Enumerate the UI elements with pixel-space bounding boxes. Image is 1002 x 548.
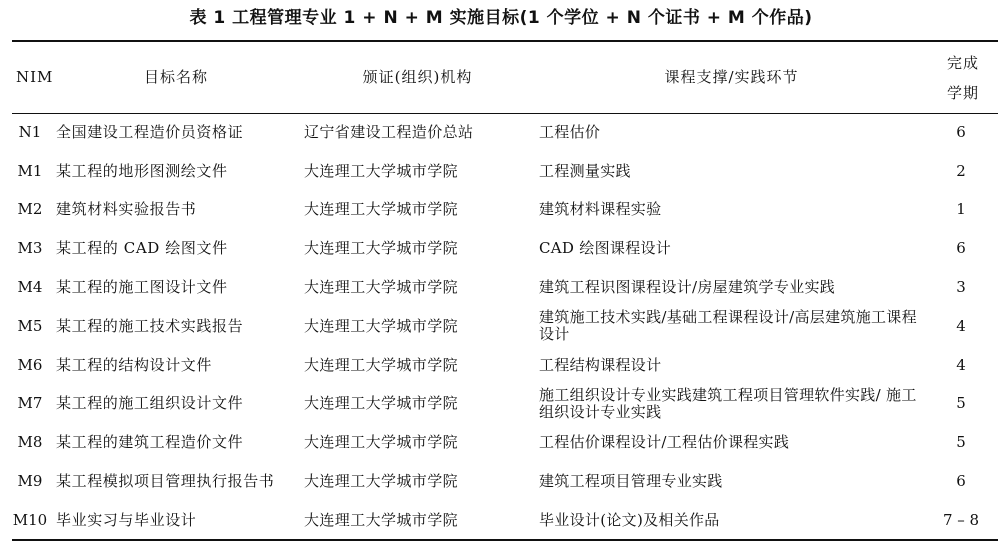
- cell-nim: M4: [17, 278, 43, 297]
- cell-nim: M10: [12, 510, 48, 529]
- cell-course-support: CAD 绘图课程设计: [539, 239, 672, 258]
- cell-issuing-org: 大连理工大学城市学院: [304, 510, 459, 529]
- cell-target-name: 某工程的施工技术实践报告: [56, 316, 244, 335]
- cell-nim: M7: [17, 394, 43, 413]
- cell-nim: M5: [17, 316, 43, 335]
- cell-course-support: 工程估价课程设计/工程估价课程实践: [539, 433, 790, 452]
- cell-target-name: 某工程的施工组织设计文件: [56, 394, 244, 413]
- header-row: [12, 42, 998, 113]
- cell-term: 6: [956, 122, 966, 141]
- cell-term: 5: [956, 394, 966, 413]
- cell-nim: M6: [17, 355, 43, 374]
- cell-issuing-org: 辽宁省建设工程造价总站: [304, 122, 474, 141]
- cell-course-support: 建筑施工技术实践/基础工程课程设计/高层建筑施工课程设计: [539, 308, 917, 344]
- cell-term: 4: [956, 355, 966, 374]
- cell-term: 3: [956, 278, 966, 297]
- cell-course-support: 工程结构课程设计: [539, 355, 662, 374]
- cell-target-name: 某工程的结构设计文件: [56, 355, 213, 374]
- cell-target-name: 某工程的建筑工程造价文件: [56, 433, 244, 452]
- cell-issuing-org: 大连理工大学城市学院: [304, 355, 459, 374]
- cell-issuing-org: 大连理工大学城市学院: [304, 239, 459, 258]
- cell-target-name: 建筑材料实验报告书: [56, 200, 197, 219]
- table-row: [12, 346, 998, 385]
- cell-issuing-org: 大连理工大学城市学院: [304, 394, 459, 413]
- table-row: [12, 152, 998, 191]
- table-row: [12, 423, 998, 462]
- header-term: [928, 42, 998, 113]
- cell-target-name: 毕业实习与毕业设计: [56, 510, 197, 529]
- cell-term: 6: [956, 472, 966, 491]
- cell-course-support: 建筑材料课程实验: [539, 200, 662, 219]
- cell-nim: M8: [17, 433, 43, 452]
- table-row: [12, 501, 998, 540]
- cell-course-support: 工程估价: [539, 122, 601, 141]
- cell-target-name: 某工程模拟项目管理执行报告书: [56, 472, 275, 491]
- cell-nim: M3: [17, 239, 43, 258]
- table-header: [12, 42, 998, 113]
- header-course: 课程支撑/实践环节: [664, 68, 799, 86]
- cell-term: 1: [956, 200, 966, 219]
- cell-target-name: 某工程的 CAD 绘图文件: [56, 239, 228, 258]
- cell-course-support: 建筑工程项目管理专业实践: [539, 472, 723, 491]
- cell-issuing-org: 大连理工大学城市学院: [304, 316, 459, 335]
- table-row: [12, 385, 998, 424]
- cell-issuing-org: 大连理工大学城市学院: [304, 161, 459, 180]
- cell-term: 4: [956, 316, 966, 335]
- header-name: 目标名称: [143, 68, 208, 86]
- cell-nim: M9: [17, 472, 43, 491]
- table-body: [12, 113, 998, 540]
- table-row: [12, 191, 998, 230]
- cell-term: 6: [956, 239, 966, 258]
- table-row: [12, 113, 998, 152]
- cell-term: 7 – 8: [942, 510, 980, 529]
- table-row: [12, 307, 998, 346]
- cell-course-support: 毕业设计(论文)及相关作品: [539, 510, 720, 529]
- cell-issuing-org: 大连理工大学城市学院: [304, 200, 459, 219]
- header-org: 颁证(组织)机构: [362, 68, 473, 86]
- cell-course-support: 工程测量实践: [539, 161, 631, 180]
- cell-issuing-org: 大连理工大学城市学院: [304, 433, 459, 452]
- cell-course-support: 施工组织设计专业实践建筑工程项目管理软件实践/ 施工组织设计专业实践: [539, 385, 917, 421]
- cell-course-support: 建筑工程识图课程设计/房屋建筑学专业实践: [539, 278, 836, 297]
- header-term-line1: 完成: [946, 53, 979, 72]
- cell-term: 5: [956, 433, 966, 452]
- table-caption: 表 1 工程管理专业 1 + N + M 实施目标(1 个学位 + N 个证书 + M 个作品): [189, 8, 813, 28]
- cell-nim: M2: [17, 200, 43, 219]
- cell-target-name: 某工程的地形图测绘文件: [56, 161, 228, 180]
- cell-term: 2: [956, 161, 966, 180]
- cell-target-name: 全国建设工程造价员资格证: [56, 122, 244, 141]
- table-row: [12, 268, 998, 307]
- table-row: [12, 229, 998, 268]
- cell-target-name: 某工程的施工图设计文件: [56, 278, 228, 297]
- targets-table: [12, 42, 998, 540]
- header-term-line2: 学期: [946, 83, 979, 102]
- cell-issuing-org: 大连理工大学城市学院: [304, 278, 459, 297]
- cell-issuing-org: 大连理工大学城市学院: [304, 472, 459, 491]
- cell-nim: N1: [18, 122, 42, 141]
- cell-nim: M1: [17, 161, 43, 180]
- header-nim: NIM: [16, 68, 54, 86]
- table-row: [12, 462, 998, 501]
